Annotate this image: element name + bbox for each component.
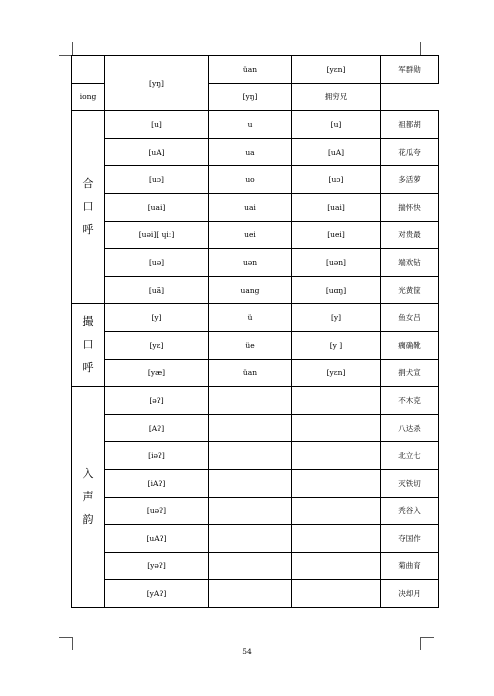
group-label-cell xyxy=(72,387,105,608)
finals-table xyxy=(71,55,439,608)
romanization-cell: uang xyxy=(209,276,292,304)
example-chars-cell: 北立七 xyxy=(381,442,439,470)
standard-ipa-cell: [yɛn] xyxy=(292,56,381,84)
table-row xyxy=(72,414,439,442)
table-row xyxy=(72,525,439,553)
ipa-cell: [Aʔ] xyxy=(105,414,209,442)
romanization-cell: uən xyxy=(209,249,292,277)
standard-ipa-cell xyxy=(292,580,381,608)
example-chars-cell: 端欢钻 xyxy=(381,249,439,277)
group-label-char: 声 xyxy=(82,490,94,503)
example-chars-cell: 花瓜夸 xyxy=(381,138,439,166)
example-chars-cell: 决却月 xyxy=(381,580,439,608)
example-chars-cell: 捐犬宣 xyxy=(381,359,439,387)
standard-ipa-cell xyxy=(292,387,381,415)
example-chars-cell: 光黄筐 xyxy=(381,276,439,304)
table-row xyxy=(72,331,439,359)
crop-mark xyxy=(72,42,73,55)
ipa-cell: [uA] xyxy=(105,138,209,166)
romanization-cell: üan xyxy=(209,56,292,84)
standard-ipa-cell: [yŋ] xyxy=(209,83,292,111)
standard-ipa-cell xyxy=(292,414,381,442)
standard-ipa-cell xyxy=(292,442,381,470)
example-chars-cell: 鱼女吕 xyxy=(381,304,439,332)
group-label-char: 撮 xyxy=(82,315,94,329)
example-chars-cell: 灭铁切 xyxy=(381,469,439,497)
table-row xyxy=(72,387,439,415)
group-label-char: 入 xyxy=(82,467,94,480)
group-label-char: 呼 xyxy=(82,361,94,375)
table-row xyxy=(72,138,439,166)
example-chars-cell: 菊曲育 xyxy=(381,552,439,580)
crop-mark xyxy=(420,42,421,55)
finals-table-body xyxy=(72,56,439,608)
ipa-cell: [yŋ] xyxy=(105,56,209,111)
romanization-cell xyxy=(209,414,292,442)
table-row xyxy=(72,552,439,580)
romanization-cell xyxy=(209,387,292,415)
example-chars-cell: 对贵最 xyxy=(381,221,439,249)
ipa-cell: [yæ] xyxy=(105,359,209,387)
example-chars-cell: 瘸确靴 xyxy=(381,331,439,359)
ipa-cell: [u] xyxy=(105,111,209,139)
table-row xyxy=(72,56,439,84)
table-row xyxy=(72,249,439,277)
table-row xyxy=(72,304,439,332)
ipa-cell: [uai] xyxy=(105,193,209,221)
ipa-cell: [iAʔ] xyxy=(105,469,209,497)
table-row xyxy=(72,221,439,249)
standard-ipa-cell: [uən] xyxy=(292,249,381,277)
group-label-char: 合 xyxy=(82,177,94,191)
example-chars-cell: 秃谷入 xyxy=(381,497,439,525)
example-chars-cell: 揣怀快 xyxy=(381,193,439,221)
example-chars-cell: 多活萝 xyxy=(381,166,439,194)
table-row xyxy=(72,166,439,194)
standard-ipa-cell: [y ] xyxy=(292,331,381,359)
group-label-char: 口 xyxy=(82,338,94,352)
standard-ipa-cell xyxy=(292,497,381,525)
table-row xyxy=(72,580,439,608)
table-row xyxy=(72,276,439,304)
standard-ipa-cell: [uei] xyxy=(292,221,381,249)
ipa-cell: [uɔ] xyxy=(105,166,209,194)
ipa-cell: [y] xyxy=(105,304,209,332)
romanization-cell: u xyxy=(209,111,292,139)
ipa-cell: [uəʔ] xyxy=(105,497,209,525)
romanization-cell xyxy=(209,442,292,470)
ipa-cell: [uə] xyxy=(105,249,209,277)
group-label-char: 呼 xyxy=(82,223,94,237)
romanization-cell: ua xyxy=(209,138,292,166)
romanization-cell: iong xyxy=(72,83,105,111)
table-row xyxy=(72,469,439,497)
romanization-cell: uei xyxy=(209,221,292,249)
romanization-cell: uo xyxy=(209,166,292,194)
standard-ipa-cell: [yɛn] xyxy=(292,359,381,387)
romanization-cell: uai xyxy=(209,193,292,221)
example-chars-cell: 拥穷兄 xyxy=(292,83,381,111)
group-label-char: 口 xyxy=(82,200,94,214)
ipa-cell: [uəi][ ɥiː] xyxy=(105,221,209,249)
example-chars-cell: 不木克 xyxy=(381,387,439,415)
romanization-cell xyxy=(209,469,292,497)
table-row xyxy=(72,193,439,221)
ipa-cell: [uAʔ] xyxy=(105,525,209,553)
ipa-cell: [əʔ] xyxy=(105,387,209,415)
example-chars-cell: 祖都胡 xyxy=(381,111,439,139)
example-chars-cell: 八达杀 xyxy=(381,414,439,442)
table-row xyxy=(72,111,439,139)
standard-ipa-cell: [y] xyxy=(292,304,381,332)
table-row xyxy=(72,497,439,525)
group-label-char: 韵 xyxy=(82,513,94,526)
ipa-cell: [iəʔ] xyxy=(105,442,209,470)
group-label-cell xyxy=(72,111,105,304)
table-row xyxy=(72,359,439,387)
standard-ipa-cell xyxy=(292,552,381,580)
standard-ipa-cell xyxy=(292,469,381,497)
romanization-cell xyxy=(209,580,292,608)
romanization-cell: üan xyxy=(209,359,292,387)
romanization-cell: üe xyxy=(209,331,292,359)
standard-ipa-cell: [uA] xyxy=(292,138,381,166)
standard-ipa-cell: [uɔ] xyxy=(292,166,381,194)
romanization-cell xyxy=(209,525,292,553)
romanization-cell xyxy=(209,497,292,525)
standard-ipa-cell: [uɑŋ] xyxy=(292,276,381,304)
ipa-cell: [yɛ] xyxy=(105,331,209,359)
page-number: 54 xyxy=(242,647,252,656)
romanization-cell xyxy=(209,552,292,580)
crop-mark xyxy=(59,637,72,638)
group-label-cell xyxy=(72,304,105,387)
group-label-cell xyxy=(72,56,105,84)
standard-ipa-cell xyxy=(292,525,381,553)
standard-ipa-cell: [u] xyxy=(292,111,381,139)
standard-ipa-cell: [uai] xyxy=(292,193,381,221)
example-chars-cell: 军群勋 xyxy=(381,56,439,84)
ipa-cell: [yAʔ] xyxy=(105,580,209,608)
ipa-cell: [uã] xyxy=(105,276,209,304)
table-row xyxy=(72,442,439,470)
ipa-cell: [yəʔ] xyxy=(105,552,209,580)
crop-mark xyxy=(421,637,434,638)
example-chars-cell: 夺国作 xyxy=(381,525,439,553)
romanization-cell: ü xyxy=(209,304,292,332)
